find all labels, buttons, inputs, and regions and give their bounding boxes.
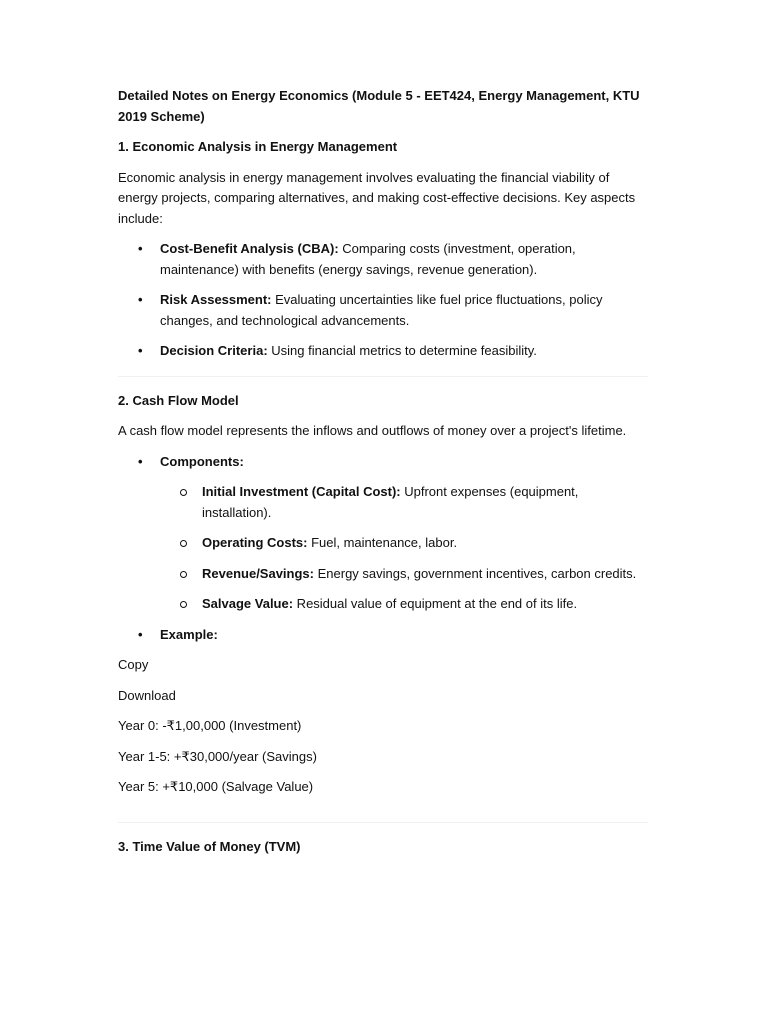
copy-button[interactable]: Copy xyxy=(118,657,149,672)
section-1-intro: Economic analysis in energy management involves evaluating the financial viability of energy projects, comparing alternatives, and making cost-effective decisions. Key aspects include: xyxy=(118,169,636,226)
section-divider xyxy=(118,822,648,823)
example-label: Example: xyxy=(160,626,218,642)
code-line: Year 5: +₹10,000 (Salvage Value) xyxy=(118,779,314,794)
hollow-bullet-icon xyxy=(180,540,187,547)
sub-list-item xyxy=(202,533,648,554)
section-2-heading: 2. Cash Flow Model xyxy=(118,392,239,408)
bullet-icon: • xyxy=(138,241,143,256)
hollow-bullet-icon xyxy=(180,601,187,608)
hollow-bullet-icon xyxy=(180,489,187,496)
sub-list-item-term: Operating Costs: xyxy=(202,535,308,550)
download-button[interactable]: Download xyxy=(118,687,176,703)
list-item xyxy=(138,341,648,362)
list-item-text: Comparing costs (investment, operation, maintenance) with benefits (energy savings, revenue generation). xyxy=(160,241,576,277)
list-item-term: Risk Assessment: xyxy=(160,292,272,307)
sub-list-item-text: Fuel, maintenance, labor. xyxy=(307,535,458,550)
section-1-list xyxy=(118,239,648,362)
sub-list-item-text: Energy savings, government incentives, carbon credits. xyxy=(314,565,637,581)
section-1-heading: 1. Economic Analysis in Energy Management xyxy=(118,139,398,154)
section-2-list xyxy=(118,452,648,646)
sub-list-item xyxy=(202,564,648,585)
bullet-icon: • xyxy=(138,453,143,469)
sub-list-item-text: Residual value of equipment at the end of its life. xyxy=(293,596,578,611)
list-item-term: Cost-Benefit Analysis (CBA): xyxy=(160,241,339,256)
code-line: Year 1-5: +₹30,000/year (Savings) xyxy=(118,748,317,764)
section-divider xyxy=(118,376,648,377)
section-3-heading: 3. Time Value of Money (TVM) xyxy=(118,838,301,854)
list-item xyxy=(138,452,648,615)
list-item xyxy=(138,239,648,280)
sub-list-item-term: Initial Investment (Capital Cost): xyxy=(202,484,401,499)
list-item xyxy=(138,290,648,331)
sub-list-item-term: Revenue/Savings: xyxy=(202,565,314,581)
bullet-icon: • xyxy=(138,343,143,358)
document-title: Detailed Notes on Energy Economics (Module 5 - EET424, Energy Management, KTU 2019 Scheme) xyxy=(118,88,640,124)
list-item xyxy=(138,625,648,646)
sub-list-item xyxy=(202,594,648,615)
list-item-term: Decision Criteria: xyxy=(160,343,268,358)
list-item-text: Using financial metrics to determine feasibility. xyxy=(267,343,537,358)
hollow-bullet-icon xyxy=(180,571,187,578)
sub-list-item-text: Upfront expenses (equipment, installation). xyxy=(202,484,579,520)
section-2-intro: A cash flow model represents the inflows and outflows of money over a project's lifetime. xyxy=(118,423,627,438)
document-page xyxy=(118,86,648,867)
components-label: Components: xyxy=(160,453,244,469)
list-item-text: Evaluating uncertainties like fuel price fluctuations, policy changes, and technological advancements. xyxy=(160,292,603,328)
bullet-icon: • xyxy=(138,626,143,642)
bullet-icon: • xyxy=(138,292,143,307)
components-list xyxy=(160,482,648,615)
sub-list-item xyxy=(202,482,648,523)
sub-list-item-term: Salvage Value: xyxy=(202,596,294,611)
code-block xyxy=(118,716,648,798)
code-line: Year 0: -₹1,00,000 (Investment) xyxy=(118,718,302,733)
